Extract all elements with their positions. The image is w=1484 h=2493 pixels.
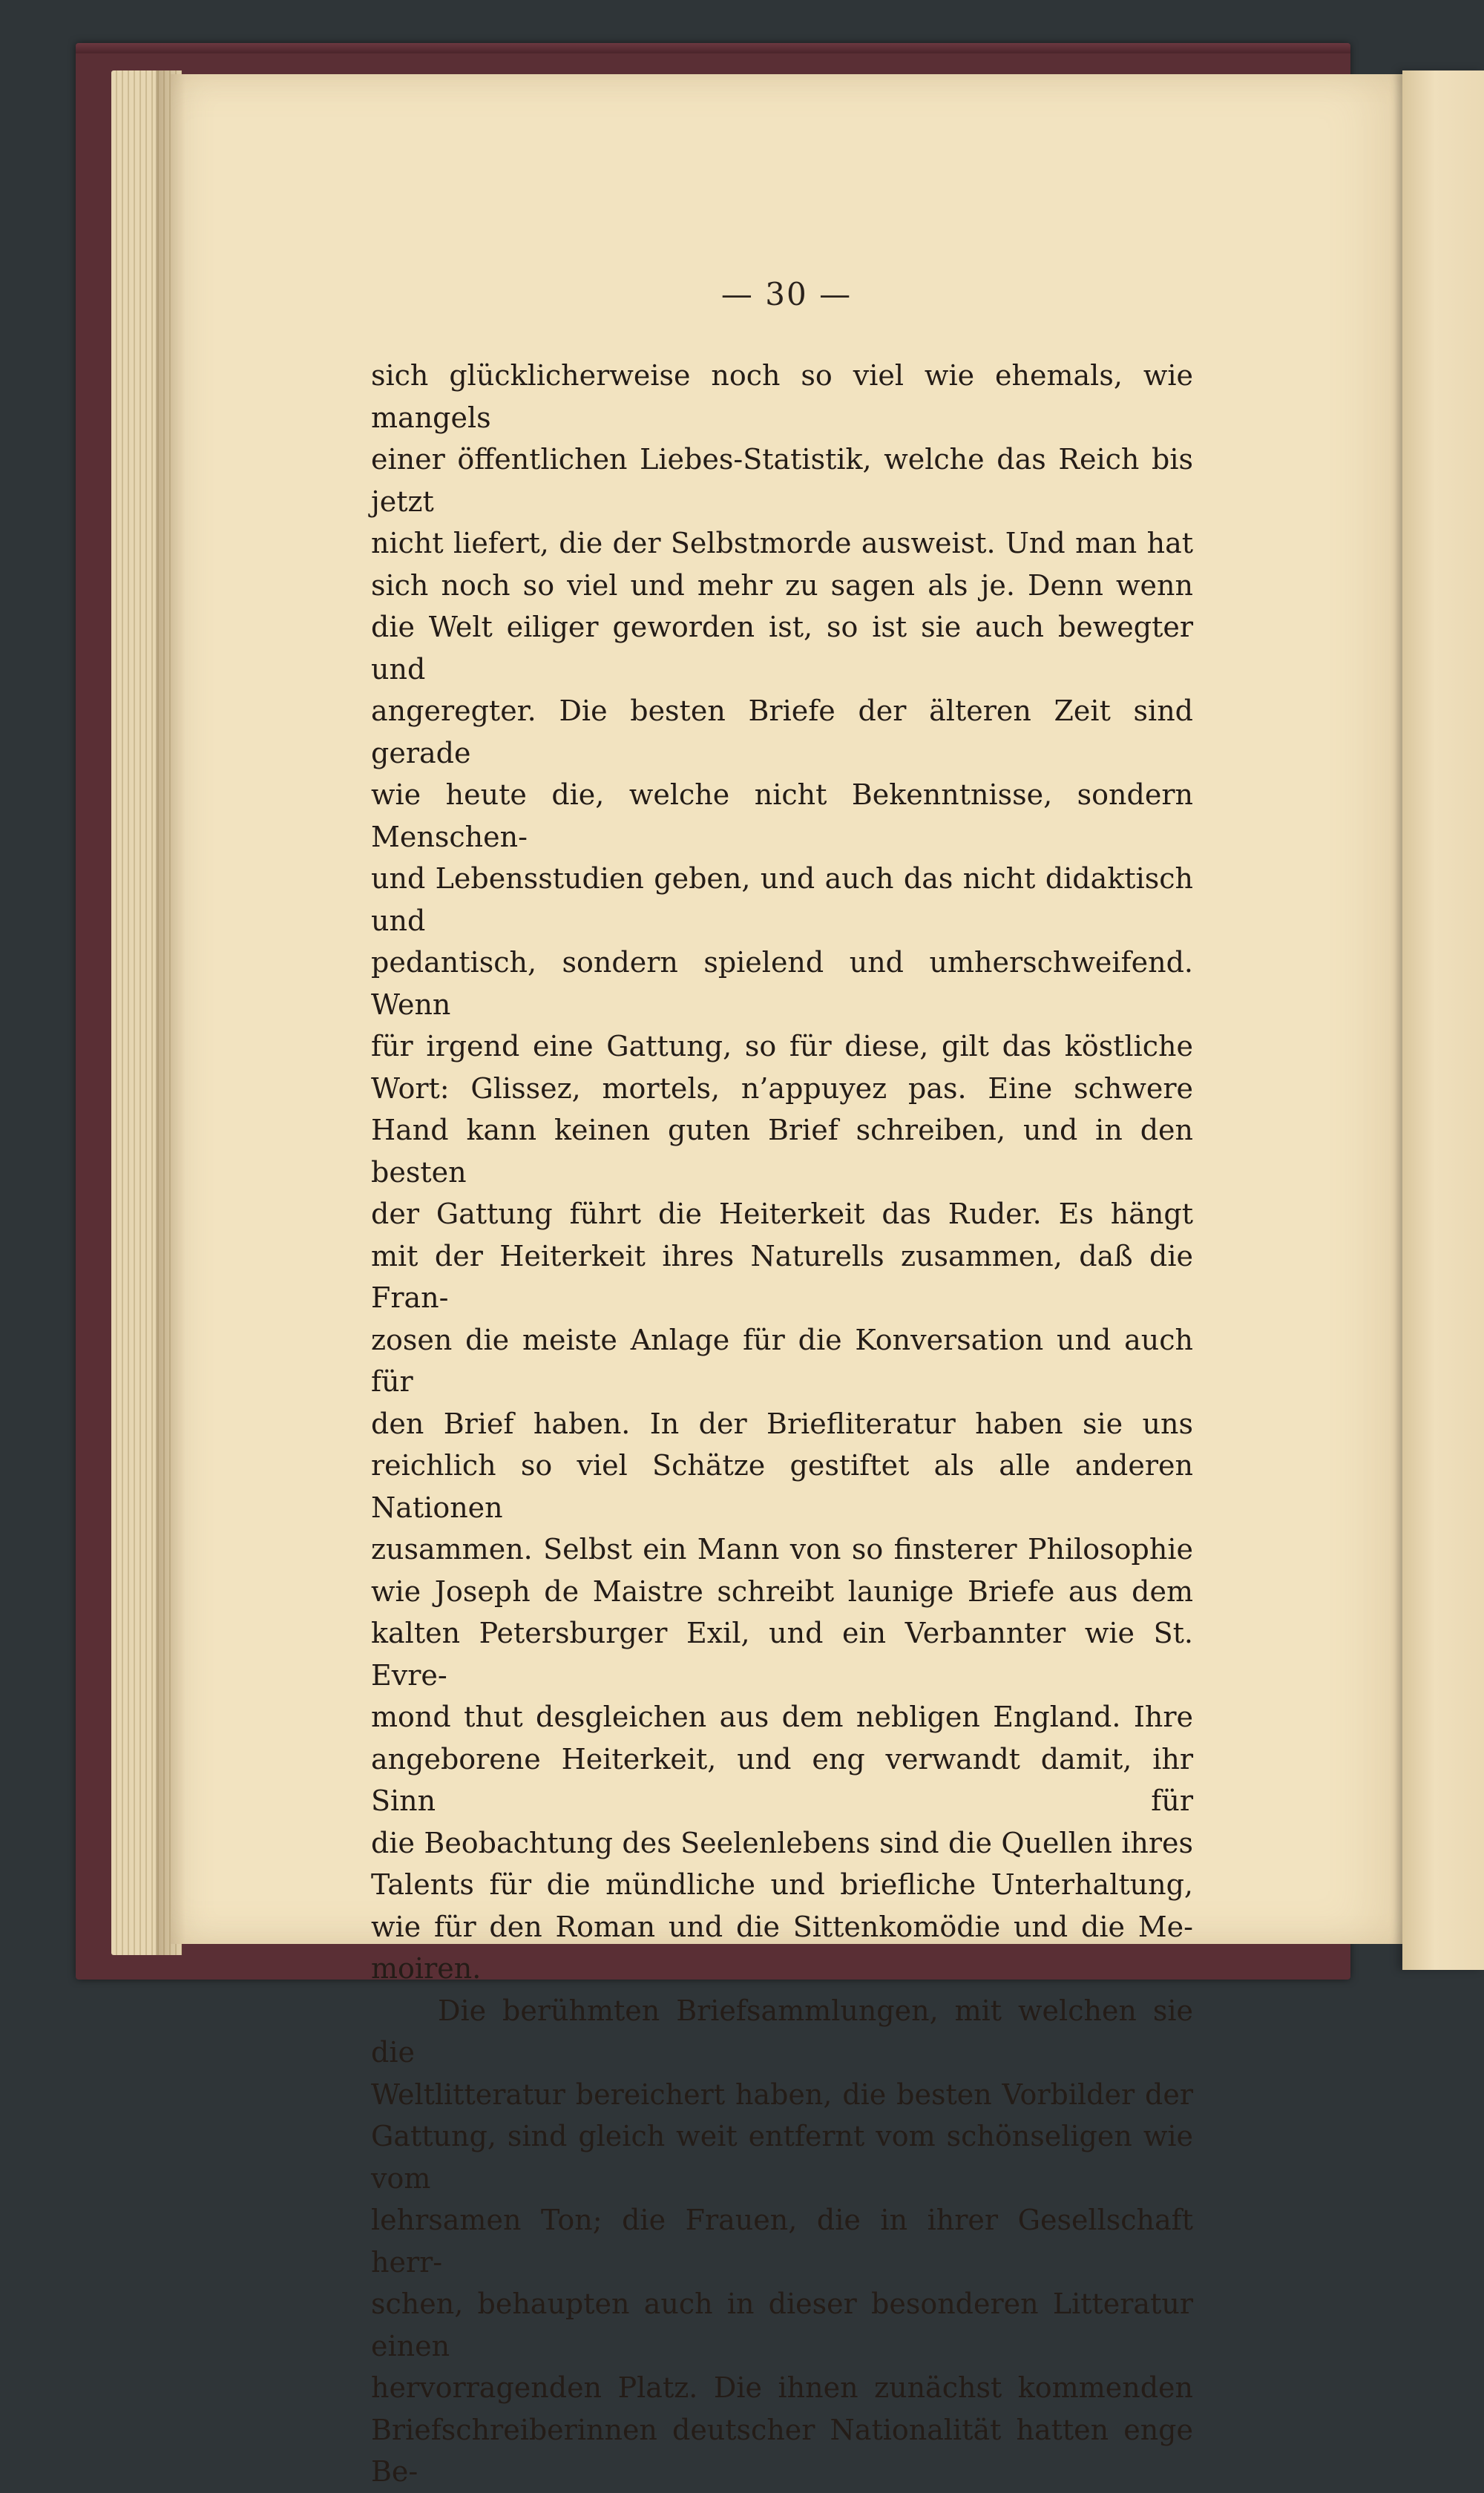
text-line: mond thut desgleichen aus dem nebligen England. Ihre: [371, 1701, 1193, 1733]
text-line: hervorragenden Platz. Die ihnen zunächst kommenden: [371, 2371, 1193, 2404]
text-line: Gattung, sind gleich weit entfernt vom schönseligen wie vom: [371, 2120, 1193, 2195]
text-line: sich glücklicherweise noch so viel wie ehemals, wie mangels: [371, 359, 1193, 434]
spine-shadow: [156, 70, 186, 1955]
text-line: die Beobachtung des Seelenlebens sind die Quellen ihres: [371, 1826, 1193, 1859]
text-line: wie Joseph de Maistre schreibt launige Briefe aus dem: [371, 1574, 1193, 1608]
text-line: schen, behaupten auch in dieser besonderen Litteratur einen: [371, 2287, 1193, 2362]
text-line: Talents für die mündliche und briefliche Unterhaltung,: [371, 1868, 1193, 1901]
text-line: Weltlitteratur bereichert haben, die besten Vorbilder der: [371, 2078, 1193, 2111]
text-line: wie für den Roman und die Sittenkomödie und die Me-: [371, 1910, 1193, 1943]
text-line: nicht liefert, die der Selbstmorde ausweist. Und man hat: [371, 527, 1193, 559]
text-line: Hand kann keinen guten Brief schreiben, und in den besten: [371, 1114, 1193, 1189]
text-line: Briefschreiberinnen deutscher Nationalität hatten enge Be-: [371, 2413, 1193, 2488]
text-line: moiren.: [371, 1952, 482, 1985]
text-line: die Welt eiliger geworden ist, so ist sie auch bewegter und: [371, 611, 1193, 686]
text-line: für irgend eine Gattung, so für diese, gilt das köstliche: [371, 1030, 1193, 1062]
text-line: zusammen. Selbst ein Mann von so finsterer Philosophie: [371, 1533, 1193, 1566]
text-line: Die berühmten Briefsammlungen, mit welchen sie die: [371, 1994, 1193, 2069]
text-line: reichlich so viel Schätze gestiftet als alle anderen Nationen: [371, 1449, 1193, 1524]
facing-page-edge: [1402, 70, 1484, 1970]
text-line: einer öffentlichen Liebes-Statistik, welche das Reich bis jetzt: [371, 443, 1193, 518]
text-line: angeregter. Die besten Briefe der älteren Zeit sind gerade: [371, 694, 1193, 769]
text-line: und Lebensstudien geben, und auch das nicht didaktisch und: [371, 862, 1193, 937]
text-line: angeborene Heiterkeit, und eng verwandt damit, ihr Sinn für: [371, 1742, 1193, 1817]
body-text: [371, 355, 1193, 2493]
text-line: der Gattung führt die Heiterkeit das Ruder. Es hängt: [371, 1198, 1193, 1230]
text-line: den Brief haben. In der Briefliteratur haben sie uns: [371, 1407, 1193, 1440]
text-line: kalten Petersburger Exil, und ein Verbannter wie St. Evre-: [371, 1617, 1193, 1692]
text-line: zosen die meiste Anlage für die Konversation und auch für: [371, 1323, 1193, 1398]
text-line: wie heute die, welche nicht Bekenntnisse, sondern Menschen-: [371, 778, 1193, 853]
text-line: lehrsamen Ton; die Frauen, die in ihrer Gesellschaft herr-: [371, 2204, 1193, 2279]
page-number: — 30 —: [720, 276, 853, 312]
text-line: mit der Heiterkeit ihres Naturells zusammen, daß die Fran-: [371, 1239, 1193, 1314]
text-line: sich noch so viel und mehr zu sagen als je. Denn wenn: [371, 568, 1193, 602]
text-line: Wort: Glissez, mortels, n’appuyez pas. Eine schwere: [371, 1071, 1193, 1105]
text-line: pedantisch, sondern spielend und umherschweifend. Wenn: [371, 946, 1193, 1021]
